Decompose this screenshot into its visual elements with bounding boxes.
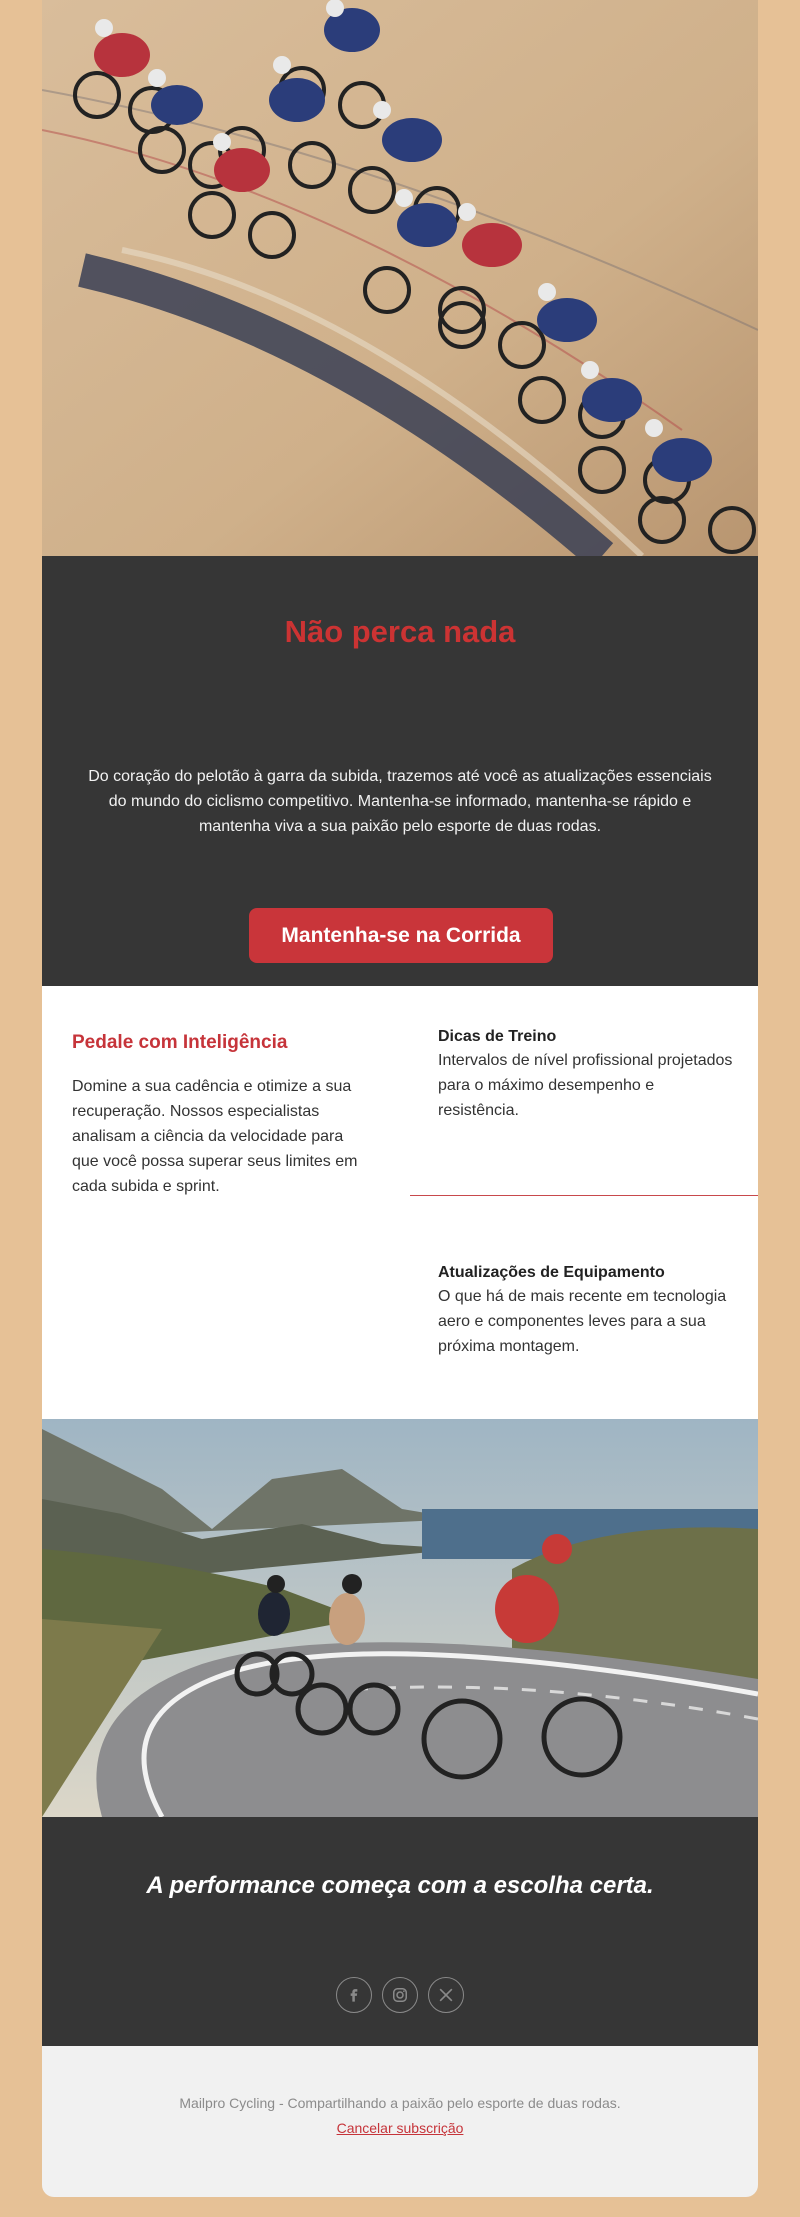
footer	[42, 2046, 758, 2197]
x-link[interactable]	[428, 1977, 464, 2013]
facebook-link[interactable]	[336, 1977, 372, 2013]
feature-item-equipment	[438, 1264, 738, 1359]
instagram-icon	[390, 1985, 410, 2005]
feature-item-body: Intervalos de nível profissional projetados para o máximo desempenho e resistência.	[438, 1052, 733, 1119]
feature-item-title: Atualizações de Equipamento	[438, 1264, 665, 1281]
feature-item-title: Dicas de Treino	[438, 1028, 557, 1045]
tagline-text: A performance começa com a escolha certa.	[146, 1872, 654, 1899]
footer-info: Mailpro Cycling - Compartilhando a paixão pelo esporte de duas rodas.	[179, 2095, 621, 2111]
intro-body: Do coração do pelotão à garra da subida, trazemos até você as atualizações essenciais do mundo do ciclismo competitivo. Mantenha-se informado, mantenha-se rápido e mantenha viva a sua paixão pelo esporte de duas rodas.	[88, 768, 712, 835]
feature-main	[72, 1032, 372, 1199]
instagram-link[interactable]	[382, 1977, 418, 2013]
road-image	[42, 1419, 758, 1817]
tagline-section	[42, 1817, 758, 2046]
facebook-icon	[344, 1985, 364, 2005]
intro-section	[42, 556, 758, 986]
x-icon	[436, 1985, 456, 2005]
feature-divider	[410, 1195, 758, 1196]
feature-item-training	[438, 1028, 738, 1123]
feature-item-body: O que há de mais recente em tecnologia aero e componentes leves para a sua próxima montagem.	[438, 1288, 727, 1355]
features-section	[42, 986, 758, 1419]
hero-image	[42, 0, 758, 556]
unsubscribe-link[interactable]: Cancelar subscrição	[336, 2120, 464, 2136]
cta-button[interactable]: Mantenha-se na Corrida	[249, 908, 553, 963]
intro-heading: Não perca nada	[284, 614, 516, 649]
social-links	[42, 1977, 758, 2013]
feature-main-body: Domine a sua cadência e otimize a sua recuperação. Nossos especialistas analisam a ciência da velocidade para que você possa superar seus limites em cada subida e sprint.	[72, 1078, 358, 1195]
feature-main-title: Pedale com Inteligência	[72, 1032, 288, 1053]
